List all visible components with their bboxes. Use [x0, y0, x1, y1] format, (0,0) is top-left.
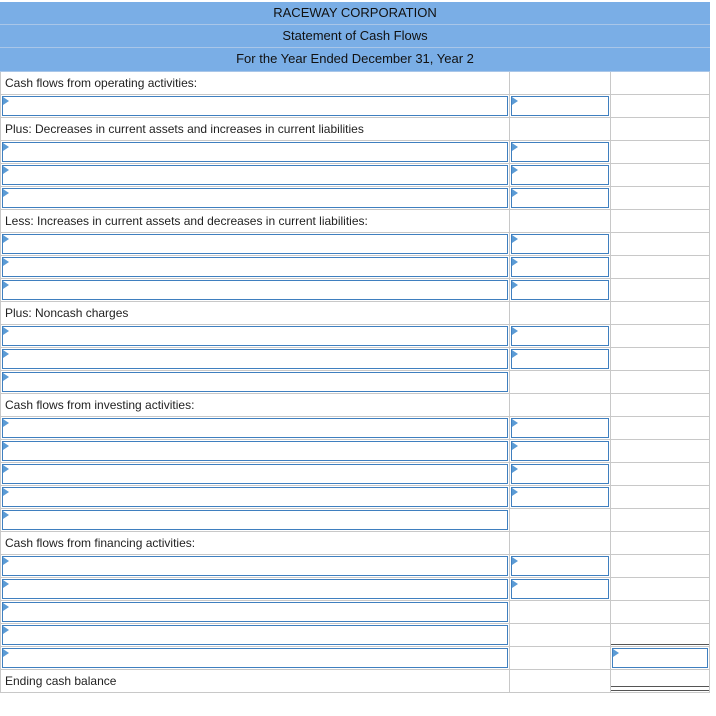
- amount-cell: [509, 72, 610, 94]
- label-cell: [0, 279, 509, 301]
- account-name-input[interactable]: [2, 188, 508, 208]
- label-cell: [0, 302, 509, 324]
- amount-input[interactable]: [511, 142, 609, 162]
- label-cell: [0, 118, 509, 140]
- account-name-input[interactable]: [2, 280, 508, 300]
- amount-cell: [509, 256, 610, 278]
- entry-row: [0, 348, 710, 371]
- total-cell: [610, 670, 710, 692]
- dropdown-arrow-icon[interactable]: [3, 166, 9, 174]
- dropdown-arrow-icon[interactable]: [3, 603, 9, 611]
- account-name-input[interactable]: [2, 648, 508, 668]
- section-label: Less: Increases in current assets and decreases in current liabilities:: [5, 214, 368, 228]
- section-label-row: [0, 670, 710, 693]
- total-cell: [610, 187, 710, 209]
- entry-row: [0, 624, 710, 647]
- amount-cell: [509, 440, 610, 462]
- total-cell: [610, 164, 710, 186]
- label-cell: [0, 348, 509, 370]
- account-name-input[interactable]: [2, 372, 508, 392]
- total-cell: [610, 647, 710, 669]
- amount-input[interactable]: [511, 234, 609, 254]
- entry-row: [0, 95, 710, 118]
- amount-cell: [509, 624, 610, 646]
- dropdown-arrow-icon[interactable]: [3, 258, 9, 266]
- label-cell: [0, 670, 509, 692]
- amount-cell: [509, 555, 610, 577]
- section-label: Plus: Decreases in current assets and increases in current liabilities: [5, 122, 364, 136]
- amount-cell: [509, 210, 610, 232]
- total-cell: [610, 72, 710, 94]
- dropdown-arrow-icon[interactable]: [613, 649, 619, 657]
- amount-input[interactable]: [511, 579, 609, 599]
- label-cell: [0, 463, 509, 485]
- total-cell: [610, 348, 710, 370]
- total-cell: [610, 325, 710, 347]
- total-cell: [610, 256, 710, 278]
- dropdown-arrow-icon[interactable]: [3, 511, 9, 519]
- label-cell: [0, 141, 509, 163]
- total-cell: [610, 417, 710, 439]
- section-label: Cash flows from investing activities:: [5, 398, 195, 412]
- entry-row: [0, 578, 710, 601]
- total-cell: [610, 371, 710, 393]
- company-name: RACEWAY CORPORATION: [0, 2, 710, 25]
- account-name-input[interactable]: [2, 602, 508, 622]
- account-name-input[interactable]: [2, 579, 508, 599]
- label-cell: [0, 601, 509, 623]
- dropdown-arrow-icon[interactable]: [3, 373, 9, 381]
- label-cell: [0, 325, 509, 347]
- dropdown-arrow-icon[interactable]: [512, 235, 518, 243]
- amount-cell: [509, 509, 610, 531]
- section-label-row: [0, 118, 710, 141]
- account-name-input[interactable]: [2, 510, 508, 530]
- section-label-row: [0, 210, 710, 233]
- dropdown-arrow-icon[interactable]: [512, 258, 518, 266]
- dropdown-arrow-icon[interactable]: [512, 557, 518, 565]
- account-name-input[interactable]: [2, 257, 508, 277]
- dropdown-arrow-icon[interactable]: [3, 465, 9, 473]
- entry-row: [0, 187, 710, 210]
- entry-row: [0, 486, 710, 509]
- account-name-input[interactable]: [2, 625, 508, 645]
- amount-cell: [509, 279, 610, 301]
- statement-period: For the Year Ended December 31, Year 2: [0, 48, 710, 72]
- label-cell: [0, 164, 509, 186]
- account-name-input[interactable]: [2, 464, 508, 484]
- dropdown-arrow-icon[interactable]: [3, 327, 9, 335]
- entry-row: [0, 647, 710, 670]
- dropdown-arrow-icon[interactable]: [512, 327, 518, 335]
- amount-input[interactable]: [511, 487, 609, 507]
- total-cell: [610, 233, 710, 255]
- dropdown-arrow-icon[interactable]: [512, 97, 518, 105]
- cash-flow-statement: [0, 2, 710, 693]
- amount-cell: [509, 325, 610, 347]
- label-cell: [0, 394, 509, 416]
- label-cell: [0, 555, 509, 577]
- amount-cell: [509, 187, 610, 209]
- dropdown-arrow-icon[interactable]: [3, 557, 9, 565]
- amount-input[interactable]: [511, 326, 609, 346]
- amount-input[interactable]: [511, 349, 609, 369]
- section-label: Plus: Noncash charges: [5, 306, 129, 320]
- dropdown-arrow-icon[interactable]: [512, 143, 518, 151]
- total-cell: [610, 601, 710, 623]
- dropdown-arrow-icon[interactable]: [3, 488, 9, 496]
- entry-row: [0, 417, 710, 440]
- dropdown-arrow-icon[interactable]: [3, 143, 9, 151]
- dropdown-arrow-icon[interactable]: [512, 488, 518, 496]
- total-cell: [610, 141, 710, 163]
- label-cell: [0, 371, 509, 393]
- dropdown-arrow-icon[interactable]: [3, 97, 9, 105]
- dropdown-arrow-icon[interactable]: [3, 189, 9, 197]
- total-cell: [610, 486, 710, 508]
- total-cell: [610, 532, 710, 554]
- total-cell: [610, 279, 710, 301]
- total-cell: [610, 394, 710, 416]
- amount-cell: [509, 118, 610, 140]
- section-label: Cash flows from financing activities:: [5, 536, 196, 550]
- entry-row: [0, 509, 710, 532]
- amount-cell: [509, 417, 610, 439]
- label-cell: [0, 647, 509, 669]
- label-cell: [0, 532, 509, 554]
- amount-cell: [509, 164, 610, 186]
- amount-cell: [509, 601, 610, 623]
- label-cell: [0, 187, 509, 209]
- amount-input[interactable]: [511, 96, 609, 116]
- entry-row: [0, 279, 710, 302]
- total-cell: [610, 302, 710, 324]
- dropdown-arrow-icon[interactable]: [3, 626, 9, 634]
- total-cell: [610, 118, 710, 140]
- account-name-input[interactable]: [2, 487, 508, 507]
- dropdown-arrow-icon[interactable]: [3, 350, 9, 358]
- amount-cell: [509, 348, 610, 370]
- label-cell: [0, 72, 509, 94]
- total-cell: [610, 210, 710, 232]
- amount-cell: [509, 578, 610, 600]
- entry-row: [0, 325, 710, 348]
- entry-row: [0, 233, 710, 256]
- amount-input[interactable]: [511, 418, 609, 438]
- total-cell: [610, 578, 710, 600]
- amount-cell: [509, 463, 610, 485]
- dropdown-arrow-icon[interactable]: [3, 580, 9, 588]
- amount-input[interactable]: [511, 464, 609, 484]
- label-cell: [0, 256, 509, 278]
- section-label-row: [0, 394, 710, 417]
- dropdown-arrow-icon[interactable]: [512, 580, 518, 588]
- amount-input[interactable]: [511, 165, 609, 185]
- label-cell: [0, 578, 509, 600]
- amount-cell: [509, 141, 610, 163]
- double-underline: [611, 686, 709, 691]
- label-cell: [0, 417, 509, 439]
- dropdown-arrow-icon[interactable]: [3, 442, 9, 450]
- entry-row: [0, 440, 710, 463]
- dropdown-arrow-icon[interactable]: [512, 281, 518, 289]
- total-cell: [610, 440, 710, 462]
- entry-row: [0, 164, 710, 187]
- account-name-input[interactable]: [2, 96, 508, 116]
- amount-input[interactable]: [511, 556, 609, 576]
- section-label-row: [0, 532, 710, 555]
- account-name-input[interactable]: [2, 349, 508, 369]
- account-name-input[interactable]: [2, 165, 508, 185]
- account-name-input[interactable]: [2, 142, 508, 162]
- dropdown-arrow-icon[interactable]: [512, 189, 518, 197]
- section-label: Cash flows from operating activities:: [5, 76, 198, 90]
- amount-cell: [509, 670, 610, 692]
- label-cell: [0, 509, 509, 531]
- total-input[interactable]: [612, 648, 708, 668]
- entry-row: [0, 555, 710, 578]
- statement-title: Statement of Cash Flows: [0, 25, 710, 48]
- section-label-row: [0, 302, 710, 325]
- amount-cell: [509, 302, 610, 324]
- total-cell: [610, 463, 710, 485]
- entry-row: [0, 463, 710, 486]
- entry-row: [0, 256, 710, 279]
- entry-row: [0, 371, 710, 394]
- amount-cell: [509, 486, 610, 508]
- total-cell: [610, 555, 710, 577]
- statement-rows: [0, 72, 710, 693]
- amount-cell: [509, 233, 610, 255]
- dropdown-arrow-icon[interactable]: [512, 465, 518, 473]
- total-cell: [610, 509, 710, 531]
- entry-row: [0, 141, 710, 164]
- label-cell: [0, 440, 509, 462]
- account-name-input[interactable]: [2, 441, 508, 461]
- account-name-input[interactable]: [2, 556, 508, 576]
- amount-cell: [509, 394, 610, 416]
- amount-cell: [509, 532, 610, 554]
- amount-cell: [509, 647, 610, 669]
- dropdown-arrow-icon[interactable]: [3, 235, 9, 243]
- amount-cell: [509, 371, 610, 393]
- total-cell: [610, 95, 710, 117]
- label-cell: [0, 233, 509, 255]
- amount-input[interactable]: [511, 257, 609, 277]
- account-name-input[interactable]: [2, 326, 508, 346]
- total-cell: [610, 624, 710, 646]
- label-cell: [0, 95, 509, 117]
- entry-row: [0, 601, 710, 624]
- amount-input[interactable]: [511, 280, 609, 300]
- dropdown-arrow-icon[interactable]: [512, 350, 518, 358]
- amount-cell: [509, 95, 610, 117]
- dropdown-arrow-icon[interactable]: [512, 166, 518, 174]
- dropdown-arrow-icon[interactable]: [3, 281, 9, 289]
- amount-input[interactable]: [511, 441, 609, 461]
- dropdown-arrow-icon[interactable]: [512, 442, 518, 450]
- label-cell: [0, 210, 509, 232]
- amount-input[interactable]: [511, 188, 609, 208]
- account-name-input[interactable]: [2, 418, 508, 438]
- account-name-input[interactable]: [2, 234, 508, 254]
- label-cell: [0, 486, 509, 508]
- dropdown-arrow-icon[interactable]: [3, 649, 9, 657]
- dropdown-arrow-icon[interactable]: [3, 419, 9, 427]
- label-cell: [0, 624, 509, 646]
- section-label-row: [0, 72, 710, 95]
- total-underline: [611, 644, 709, 645]
- dropdown-arrow-icon[interactable]: [512, 419, 518, 427]
- section-label: Ending cash balance: [5, 674, 117, 688]
